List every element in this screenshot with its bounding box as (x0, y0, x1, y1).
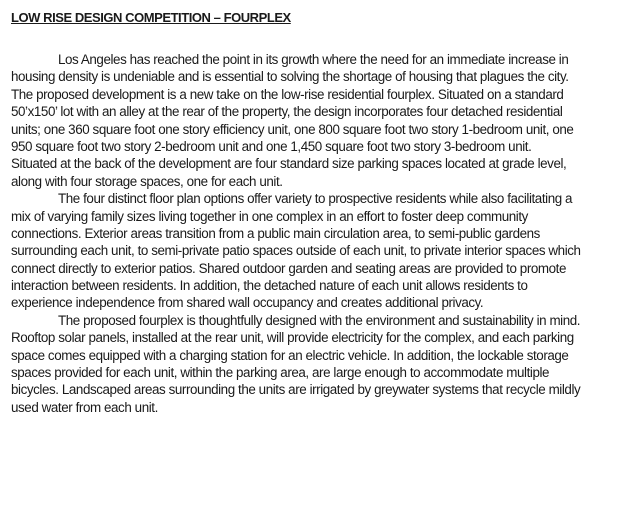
text-line: housing density is undeniable and is essential to solving the shortage of housing that plagues the city. (11, 69, 569, 85)
text-line: connections. Exterior areas transition from a public main circulation area, to semi-public gardens (11, 225, 540, 241)
text-line: along with four storage spaces, one for each unit. (11, 173, 283, 189)
text-line: Rooftop solar panels, installed at the rear unit, will provide electricity for the complex, and each parking (11, 330, 574, 346)
paragraph-2 (11, 190, 636, 312)
paragraph-1 (11, 51, 636, 190)
text-line: connect directly to exterior patios. Shared outdoor garden and seating areas are provided to promote (11, 260, 566, 276)
text-line: spaces provided for each unit, within the parking area, are large enough to accommodate multiple (11, 365, 550, 381)
text-line: 950 square foot two story 2-bedroom unit and one 1,450 square foot two story 3-bedroom unit. (11, 138, 532, 154)
text-line: space comes equipped with a charging station for an electric vehicle. In addition, the lockable storage (11, 347, 569, 363)
document-body (11, 51, 636, 416)
text-line: experience independence from shared wall occupancy and creates additional privacy. (11, 295, 484, 311)
text-line: 50’x150’ lot with an alley at the rear of the property, the design incorporates four detached residential (11, 104, 563, 120)
text-line: surrounding each unit, to semi-private patio spaces outside of each unit, to private interior spaces which (11, 243, 581, 259)
text-line: units; one 360 square foot one story efficiency unit, one 800 square foot two story 1-bedroom unit, one (11, 121, 574, 137)
text-line: The proposed fourplex is thoughtfully designed with the environment and sustainability in mind. (58, 312, 581, 328)
document-title: LOW RISE DESIGN COMPETITION – FOURPLEX (11, 10, 291, 25)
text-line: bicycles. Landscaped areas surrounding the units are irrigated by greywater systems that recycle mildly (11, 382, 581, 398)
text-line: Los Angeles has reached the point in its growth where the need for an immediate increase in (58, 52, 569, 67)
text-line: mix of varying family sizes living together in one complex in an effort to foster deep community (11, 208, 528, 224)
text-line: The proposed development is a new take on the low-rise residential fourplex. Situated on a standard (11, 86, 564, 102)
text-line: The four distinct floor plan options offer variety to prospective residents while also facilitating a (58, 191, 573, 207)
text-line: Situated at the back of the development are four standard size parking spaces located at grade level, (11, 156, 567, 172)
text-line: interaction between residents. In addition, the detached nature of each unit allows residents to (11, 278, 528, 294)
text-line: used water from each unit. (11, 399, 158, 415)
paragraph-3 (11, 312, 636, 416)
